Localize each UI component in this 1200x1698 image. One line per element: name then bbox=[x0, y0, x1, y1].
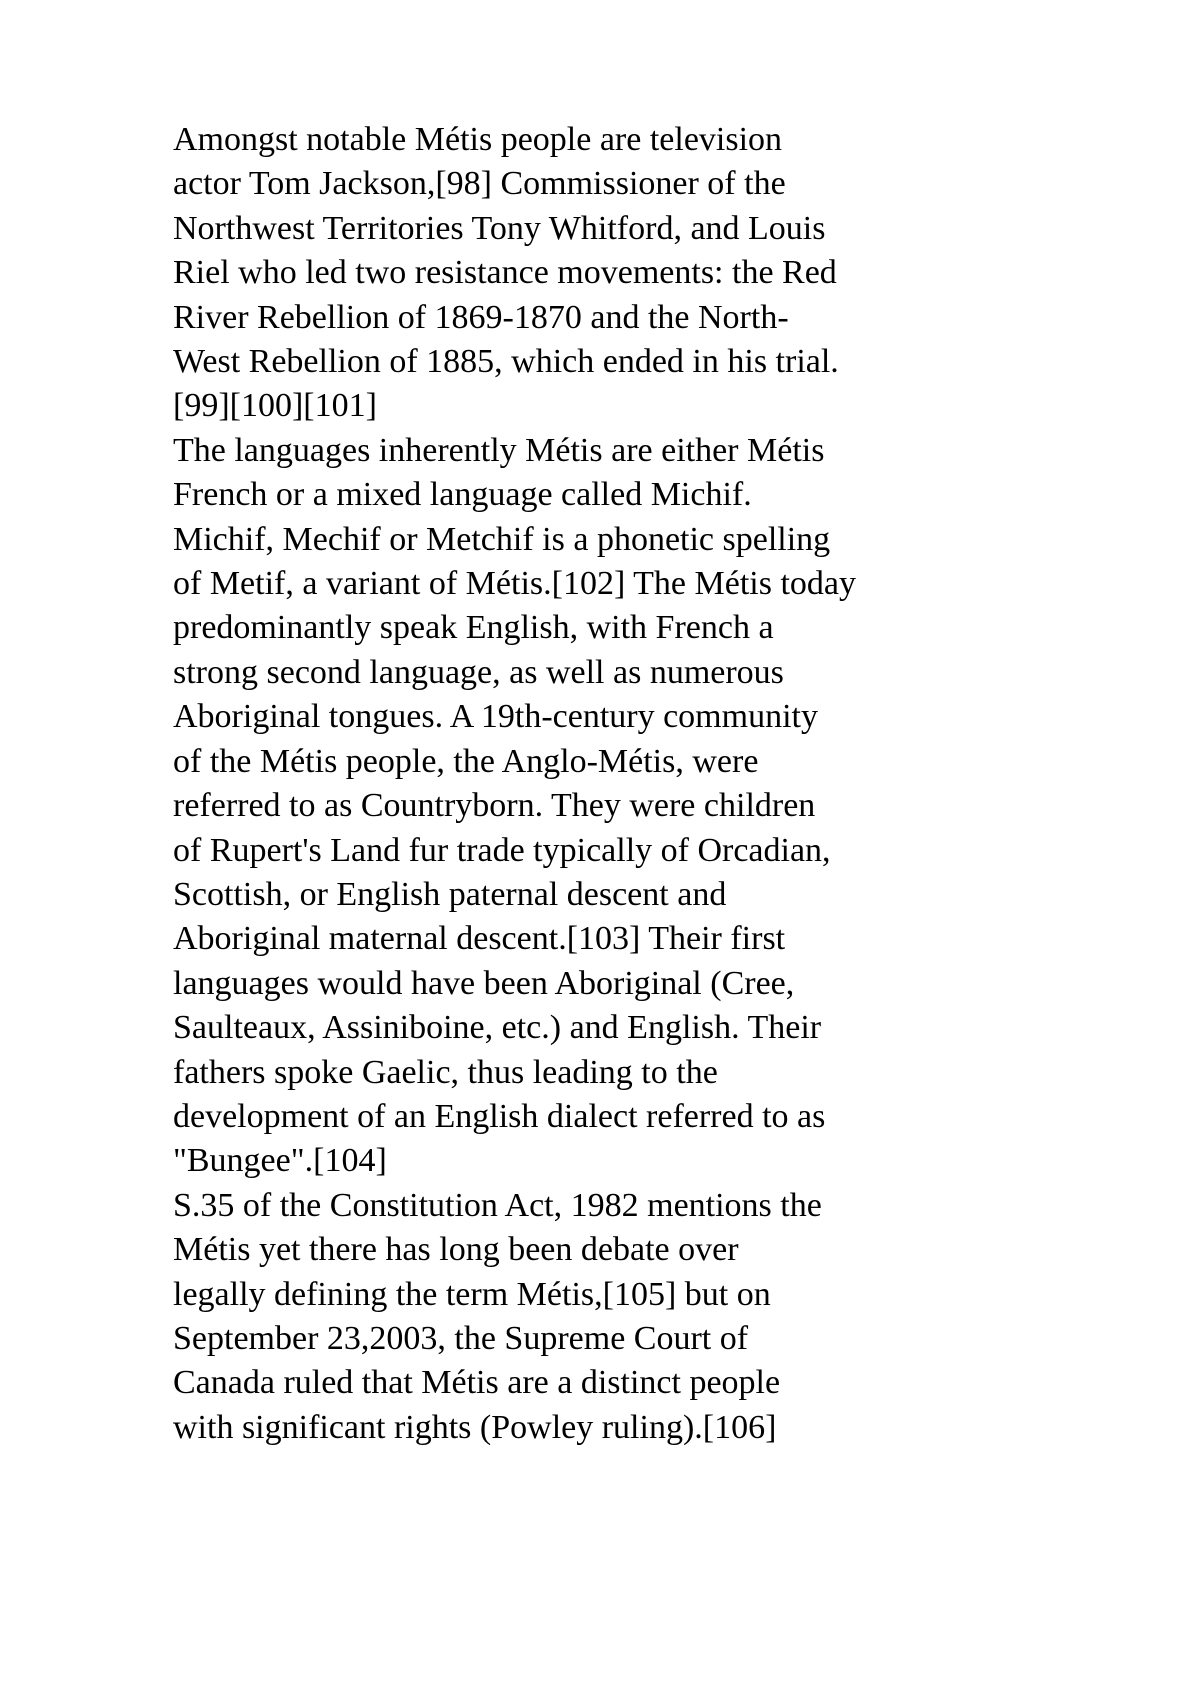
text-line: Scottish, or English paternal descent and bbox=[173, 875, 727, 913]
text-line: Métis yet there has long been debate over bbox=[173, 1231, 739, 1269]
text-line: Northwest Territories Tony Whitford, and Louis bbox=[173, 209, 826, 247]
text-line: Michif, Mechif or Metchif is a phonetic spelling bbox=[173, 520, 831, 558]
text-line: Amongst notable Métis people are television bbox=[173, 121, 783, 158]
text-line: French or a mixed language called Michif. bbox=[173, 476, 752, 514]
text-line: Aboriginal tongues. A 19th-century community bbox=[173, 698, 818, 736]
text-line: of Metif, a variant of Métis.[102] The Métis today bbox=[173, 565, 856, 603]
text-line: languages would have been Aboriginal (Cree, bbox=[173, 964, 795, 1002]
text-line: Riel who led two resistance movements: the Red bbox=[173, 254, 837, 292]
text-line: with significant rights (Powley ruling).[106] bbox=[173, 1408, 777, 1446]
text-line: fathers spoke Gaelic, thus leading to the bbox=[173, 1053, 718, 1091]
paragraph-constitution bbox=[173, 1184, 993, 1450]
text-line: of Rupert's Land fur trade typically of Orcadian, bbox=[173, 831, 831, 869]
text-line: Aboriginal maternal descent.[103] Their first bbox=[173, 920, 786, 958]
paragraph-notable-metis bbox=[173, 118, 993, 429]
text-line: strong second language, as well as numerous bbox=[173, 653, 784, 691]
text-line: development of an English dialect referred to as bbox=[173, 1097, 826, 1135]
text-line: Saulteaux, Assiniboine, etc.) and English. Their bbox=[173, 1009, 822, 1047]
text-line: legally defining the term Métis,[105] but on bbox=[173, 1275, 771, 1313]
paragraph-languages bbox=[173, 429, 993, 1184]
text-line: West Rebellion of 1885, which ended in his trial. bbox=[173, 343, 839, 381]
text-line: of the Métis people, the Anglo-Métis, were bbox=[173, 742, 759, 780]
text-line: predominantly speak English, with French a bbox=[173, 609, 774, 647]
text-line: referred to as Countryborn. They were children bbox=[173, 787, 816, 825]
body-text bbox=[173, 118, 993, 1450]
text-line: S.35 of the Constitution Act, 1982 mentions the bbox=[173, 1186, 822, 1224]
text-line: "Bungee".[104] bbox=[173, 1142, 387, 1180]
text-line: The languages inherently Métis are either Métis bbox=[173, 431, 825, 469]
text-line: Canada ruled that Métis are a distinct people bbox=[173, 1364, 781, 1402]
text-line: actor Tom Jackson,[98] Commissioner of the bbox=[173, 165, 786, 203]
text-line: River Rebellion of 1869-1870 and the North- bbox=[173, 298, 789, 336]
text-line: [99][100][101] bbox=[173, 387, 377, 425]
text-line: September 23,2003, the Supreme Court of bbox=[173, 1319, 749, 1357]
